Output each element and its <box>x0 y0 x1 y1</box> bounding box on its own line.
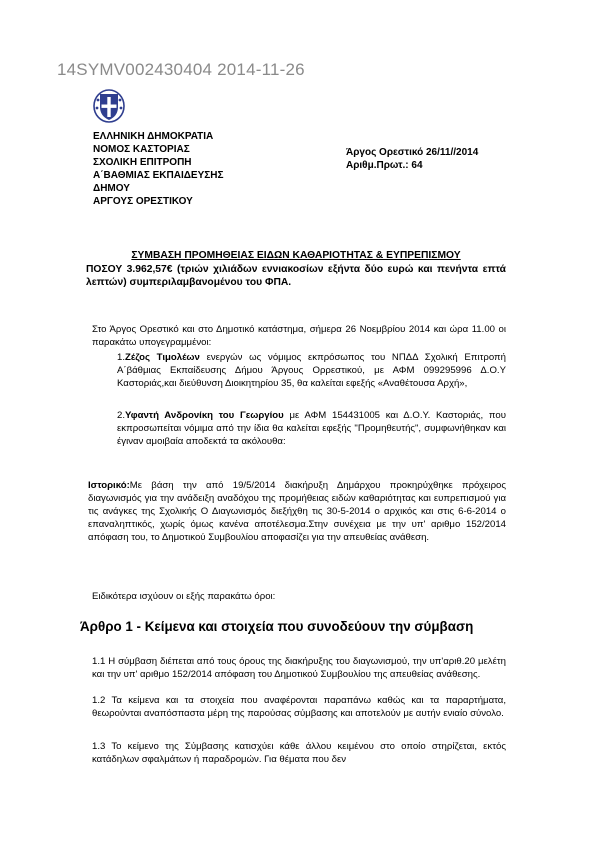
party-2-text: με ΑΦΜ 154431005 και Δ.Ο.Υ. Καστοριάς, που εκπροσωπείται νόμιμα από την ίδια θα καλείται εφεξής "Προμηθευτής", συμφωνήθηκαν και έγιναν αμοιβαία αποδεκτά τα ακόλουθα: <box>117 410 506 447</box>
party-2-paragraph <box>117 409 506 448</box>
article-1-heading: Άρθρο 1 - Κείμενα και στοιχεία που συνοδεύουν την σύμβαση <box>80 619 474 634</box>
issuer-line: ΣΧΟΛΙΚΗ ΕΠΙΤΡΟΠΗ <box>93 157 192 168</box>
contract-title-line1: ΣΥΜΒΑΣΗ ΠΡΟΜΗΘΕΙΑΣ ΕΙΔΩΝ ΚΑΘΑΡΙΟΤΗΤΑΣ & ΕΥΠΡΕΠΙΣΜΟΥ <box>131 250 461 261</box>
contract-title-line2: ΠΟΣΟΥ 3.962,57€ (τριών χιλιάδων εννιακοσίων εξήντα δύο ευρώ και πενήντα επτά λεπτών) συμπεριλαμβανομένου του ΦΠΑ. <box>86 263 506 288</box>
history-paragraph <box>88 479 506 544</box>
party-1-name: Ζέζος Τιμολέων <box>125 352 200 363</box>
party-1-text: ενεργών ως νόμιμος εκπρόσωπος του ΝΠΔΔ Σχολική Επιτροπή Α΄βάθμιας Εκπαίδευσης Δήμου Άργους Ορρεστικού, με ΑΦΜ 099295996 Δ.Ο.Υ Καστοριάς,και διεύθυνση Διοικητηρίου 35, θα καλείται εφεξής «Αναθέτουσα Αρχή», <box>117 352 506 389</box>
issuer-line: ΔΗΜΟΥ <box>93 183 130 194</box>
party-1-paragraph <box>117 351 506 390</box>
party-2-number: 2. <box>117 410 126 421</box>
contract-title <box>86 249 506 290</box>
terms-intro: Ειδικότερα ισχύουν οι εξής παρακάτω όροι: <box>92 591 276 602</box>
issuer-line: ΕΛΛΗΝΙΚΗ ΔΗΜΟΚΡΑΤΙΑ <box>93 131 214 142</box>
protocol-number: Αριθμ.Πρωτ.: 64 <box>346 160 423 171</box>
party-1-number: 1. <box>117 352 126 363</box>
article-1-clause-1: 1.1 Η σύμβαση διέπεται από τους όρους της διακήρυξης του διαγωνισμού, την υπ'αριθ.20 μελέτη και την υπ' αριθμο 152/2014 απόφαση του Δημοτικού Συμβουλίου της απευθείας ανάθεσης. <box>92 656 506 680</box>
party-2-name: Υφαντή Ανδρονίκη του Γεωργίου <box>125 410 284 421</box>
issuer-line: ΝΟΜΟΣ ΚΑΣΤΟΡΙΑΣ <box>93 144 190 155</box>
place-date: Άργος Ορεστικό 26/11//2014 <box>346 147 479 158</box>
greek-coat-of-arms-icon <box>92 88 126 124</box>
history-label: Ιστορικό: <box>88 480 130 491</box>
issuer-line: ΑΡΓΟΥΣ ΟΡΕΣΤΙΚΟΥ <box>93 196 193 207</box>
issuer-line: Α΄ΒΑΘΜΙΑΣ ΕΚΠΑΙΔΕΥΣΗΣ <box>93 170 224 181</box>
history-text: Με βάση την από 19/5/2014 διακήρυξη Δημάρχου προκηρύχθηκε πρόχειρος διαγωνισμός για την ανάδειξη αναδόχου της προμήθειας ειδών καθαριότητας και ευπρεπισμού για τις ανάγκες της Σχολικής Ο Διαγωνισμός διεξήχθη τις 30-5-2014 ο αρχικός και στις 6-6-2014 ο επαναληπτικός, χωρίς όμως κανένα αποτέλεσμα.Στην συνέχεια με την υπ' αριθμο 152/2014 απόφαση του, το Δημοτικού Συμβουλίου αποφασίζει για την απευθείας ανάθεση. <box>88 480 506 543</box>
article-1-clause-2: 1.2 Τα κείμενα και τα στοιχεία που αναφέρονται παραπάνω καθώς και τα παραρτήματα, θεωρούνται αναπόσπαστα μέρη της παρούσας σύμβασης και αποτελούν με αυτήν ενιαίο σύνολο. <box>92 695 506 719</box>
issuer-block <box>93 130 223 208</box>
date-protocol-block <box>346 146 478 172</box>
ada-stamp: 14SYMV002430404 2014-11-26 <box>57 60 305 79</box>
article-1-clause-3: 1.3 Το κείμενο της Σύμβασης κατισχύει κάθε άλλου κειμένου στο οποίο στηρίζεται, εκτός κατάδηλων σφαλμάτων ή παραδρομών. Για θέματα που δεν <box>92 741 506 765</box>
intro-paragraph: Στο Άργος Ορεστικό και στο Δημοτικό κατάστημα, σήμερα 26 Νοεμβρίου 2014 και ώρα 11.00 οι παρακάτω υπογεγραμμένοι: <box>92 324 506 348</box>
